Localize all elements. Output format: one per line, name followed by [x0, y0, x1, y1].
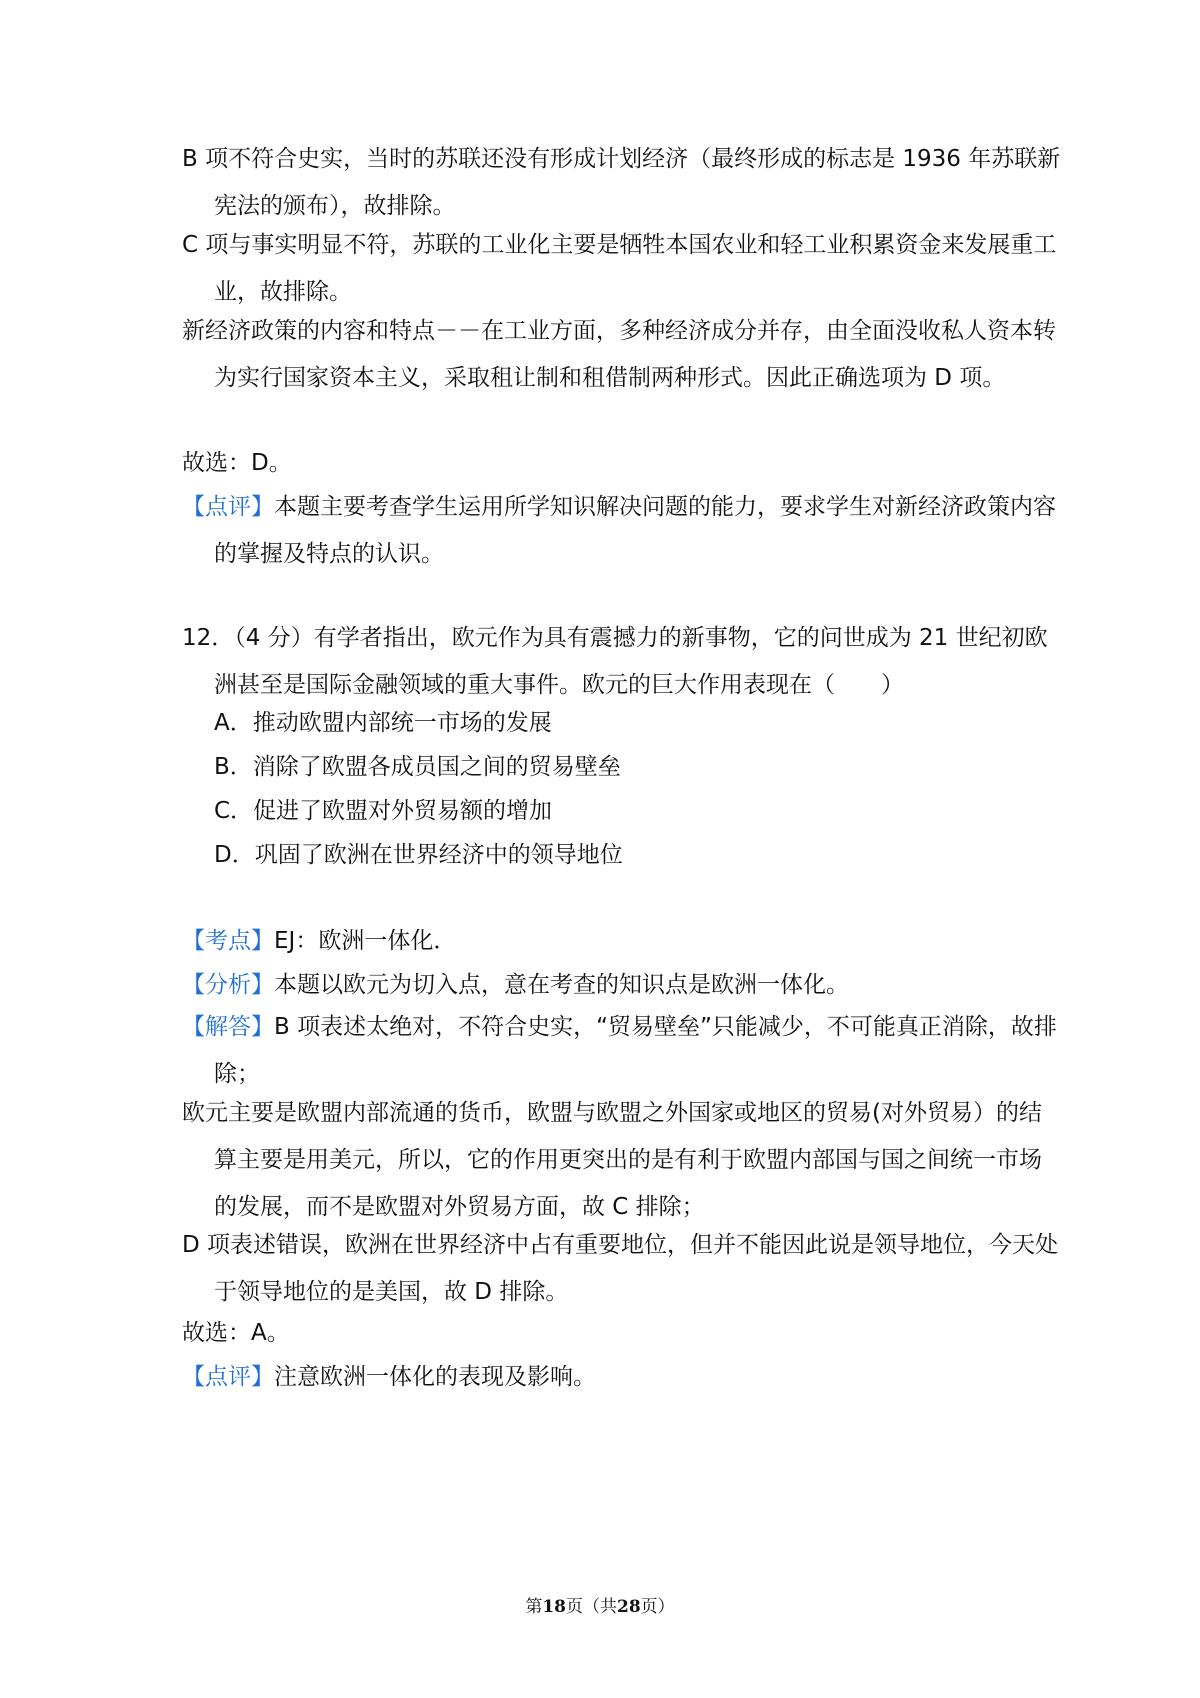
jieda-tag: 【解答】: [182, 1014, 274, 1040]
comment-paragraph-12: [182, 1354, 1032, 1401]
option-a: A．推动欧盟内部统一市场的发展: [214, 710, 552, 736]
b-item-explanation: B 项不符合史实，当时的苏联还没有形成计划经济（最终形成的标志是 1936 年苏联新宪法的颁布），故排除。: [182, 146, 1061, 219]
comment-paragraph: [182, 484, 1064, 578]
c-item-explanation: C 项与事实明显不符，苏联的工业化主要是牺牲本国农业和轻工业积累资金来发展重工业，故排除。: [182, 232, 1057, 305]
nep-explanation: 新经济政策的内容和特点－－在工业方面，多种经济成分并存，由全面没收私人资本转为实行国家资本主义，采取租让制和租借制两种形式。因此正确选项为 D 项。: [182, 318, 1056, 391]
jieda-paragraph: [182, 1004, 1064, 1098]
jieda-text: B 项表述太绝对，不符合史实，“贸易壁垒”只能减少，不可能真正消除，故排除；: [214, 1014, 1057, 1087]
fenxi-paragraph: [182, 962, 1032, 1009]
question-12-stem: 12．（4 分）有学者指出，欧元作为具有震撼力的新事物，它的问世成为 21 世纪初欧洲甚至是国际金融领域的重大事件。欧元的巨大作用表现在（ ）: [182, 625, 1048, 698]
footer-prefix: 第: [525, 1597, 543, 1617]
footer-mid: 页（共: [566, 1597, 617, 1617]
option-b: B．消除了欧盟各成员国之间的贸易壁垒: [214, 754, 621, 780]
footer-suffix: 页）: [640, 1597, 675, 1617]
option-d: D．巩固了欧洲在世界经济中的领导地位: [214, 842, 623, 868]
d-elimination-paragraph: D 项表述错误，欧洲在世界经济中占有重要地位，但并不能因此说是领导地位，今天处于领导地位的是美国，故 D 排除。: [182, 1232, 1059, 1305]
comment-text-12: 注意欧洲一体化的表现及影响。: [274, 1364, 596, 1390]
footer-total-pages: 28: [617, 1597, 641, 1617]
kaodian-tag: 【考点】: [182, 928, 274, 954]
kaodian-paragraph: [182, 918, 1032, 965]
page-footer: [0, 1592, 1200, 1617]
option-c: C．促进了欧盟对外贸易额的增加: [214, 798, 553, 824]
comment-tag-12: 【点评】: [182, 1364, 274, 1390]
fenxi-tag: 【分析】: [182, 972, 274, 998]
comment-tag: 【点评】: [182, 494, 274, 520]
kaodian-text: EJ：欧洲一体化．: [274, 928, 457, 954]
c-elimination-paragraph: 欧元主要是欧盟内部流通的货币，欧盟与欧盟之外国家或地区的贸易(对外贸易）的结算主要是用美元，所以，它的作用更突出的是有利于欧盟内部国与国之间统一市场的发展，而不是欧盟对外贸易方面，故 C 排除；: [182, 1100, 1042, 1220]
footer-page-number: 18: [542, 1597, 566, 1617]
comment-text: 本题主要考查学生运用所学知识解决问题的能力，要求学生对新经济政策内容的掌握及特点的认识。: [214, 494, 1056, 567]
answer-choice: 故选：D。: [182, 450, 292, 476]
answer-choice-12: 故选：A。: [182, 1320, 290, 1346]
fenxi-text: 本题以欧元为切入点，意在考查的知识点是欧洲一体化。: [274, 972, 849, 998]
